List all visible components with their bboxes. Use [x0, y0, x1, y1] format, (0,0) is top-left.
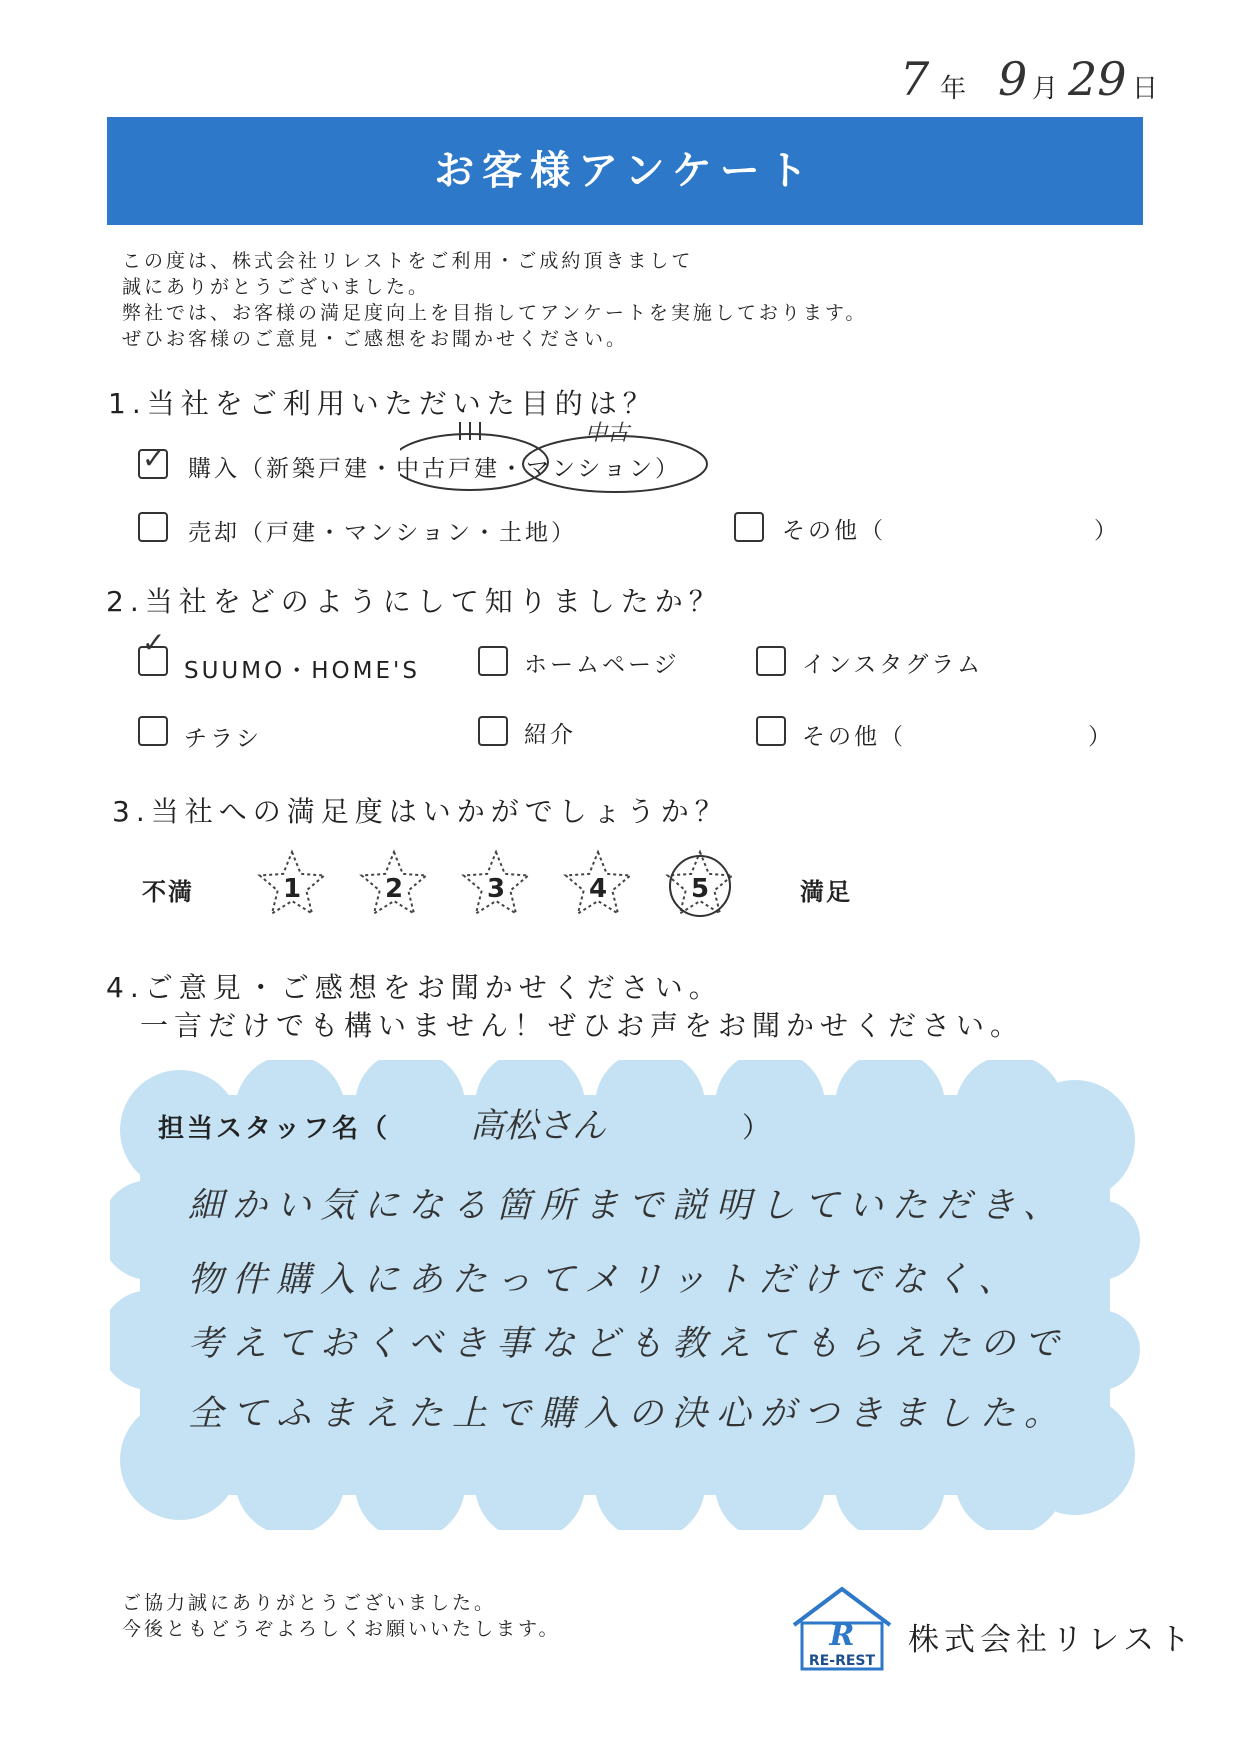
checkbox-referral[interactable]: [478, 716, 508, 746]
option-instagram: インスタグラム: [802, 652, 984, 678]
question-1-title: 1.当社をご利用いただいた目的は？: [108, 387, 657, 420]
comment-line: 細かい気になる箇所まで説明していただき、: [188, 1186, 1067, 1226]
comment-line: 物件購入にあたってメリットだけでなく、: [188, 1260, 1022, 1300]
star-4[interactable]: [562, 848, 634, 924]
check-mark-icon: ✓: [142, 626, 166, 659]
option-sale: 売却（戸建・マンション・土地）: [188, 520, 577, 546]
question-4-subtitle: 一言だけでも構いません！ぜひお声をお聞かせください。: [140, 1009, 1025, 1042]
question-4-title: 4.ご意見・ご感想をお聞かせください。: [106, 971, 723, 1004]
staff-name-close: ）: [742, 1111, 771, 1144]
question-2-title: 2.当社をどのようにして知りましたか？: [106, 585, 723, 618]
intro-text: [122, 248, 1022, 352]
date-month: 9: [998, 52, 1028, 106]
date-day: 29: [1068, 52, 1127, 106]
checkbox-other-purpose[interactable]: [734, 512, 764, 542]
checkbox-other-source[interactable]: [756, 716, 786, 746]
checkbox-instagram[interactable]: [756, 646, 786, 676]
star-1[interactable]: [256, 848, 328, 924]
comment-line: 全てふまえた上で購入の決心がつきました。: [188, 1394, 1069, 1434]
option-flyer: チラシ: [184, 726, 262, 752]
house-logo-icon: [788, 1585, 896, 1671]
option-other-source: その他（ ）: [802, 724, 1114, 750]
star-number: 4: [588, 874, 608, 904]
date-year-unit: 年: [940, 74, 967, 104]
footer-line: ご協力誠にありがとうございました。: [122, 1592, 497, 1614]
intro-line: この度は、株式会社リレストをご利用・ご成約頂きまして: [122, 250, 694, 272]
satisfied-label: 満足: [800, 878, 852, 906]
date-year: 7: [900, 52, 930, 106]
intro-line: 弊社では、お客様の満足度向上を目指してアンケートを実施しております。: [122, 302, 868, 324]
page-title: お客様アンケート: [434, 148, 816, 194]
rating-stars: [256, 848, 736, 928]
star-3[interactable]: [460, 848, 532, 924]
question-3-title: 3.当社への満足度はいかがでしょうか？: [112, 795, 729, 828]
handwritten-circle-icon: [400, 420, 710, 500]
checkbox-homepage[interactable]: [478, 646, 508, 676]
checkbox-sale[interactable]: [138, 512, 168, 542]
option-referral: 紹介: [524, 722, 576, 748]
dissatisfied-label: 不満: [142, 878, 194, 906]
star-number: 1: [282, 874, 302, 904]
intro-line: 誠にありがとうございました。: [122, 276, 431, 298]
star-5[interactable]: [664, 848, 736, 924]
date-field: [900, 52, 1160, 112]
checkbox-flyer[interactable]: [138, 716, 168, 746]
option-purchase: 購入（新築戸建・中古戸建・マンション）: [188, 456, 681, 482]
date-day-unit: 日: [1132, 74, 1159, 104]
star-2[interactable]: [358, 848, 430, 924]
star-number: 2: [384, 874, 404, 904]
date-month-unit: 月: [1032, 74, 1059, 104]
logo-text: RE-REST: [808, 1653, 876, 1669]
option-other-purpose: その他（ ）: [782, 518, 1120, 544]
company-name: 株式会社リレスト: [908, 1622, 1196, 1658]
staff-name-value: 高松さん: [470, 1106, 606, 1146]
intro-line: ぜひお客様のご意見・ご感想をお聞かせください。: [122, 328, 629, 350]
option-homepage: ホームページ: [524, 652, 680, 678]
option-suumo-homes: SUUMO・HOME'S: [184, 658, 420, 684]
comment-line: 考えておくべき事なども教えてもらえたので: [188, 1324, 1069, 1364]
logo-letter: R: [829, 1618, 855, 1653]
staff-name-label: 担当スタッフ名（: [158, 1114, 391, 1144]
star-number: 5: [690, 874, 710, 904]
footer-text: [122, 1590, 560, 1642]
handwritten-note: 中古: [585, 421, 630, 446]
check-mark-icon: ✓: [142, 442, 166, 475]
star-number: 3: [486, 874, 506, 904]
footer-line: 今後ともどうぞよろしくお願いいたします。: [122, 1618, 561, 1640]
